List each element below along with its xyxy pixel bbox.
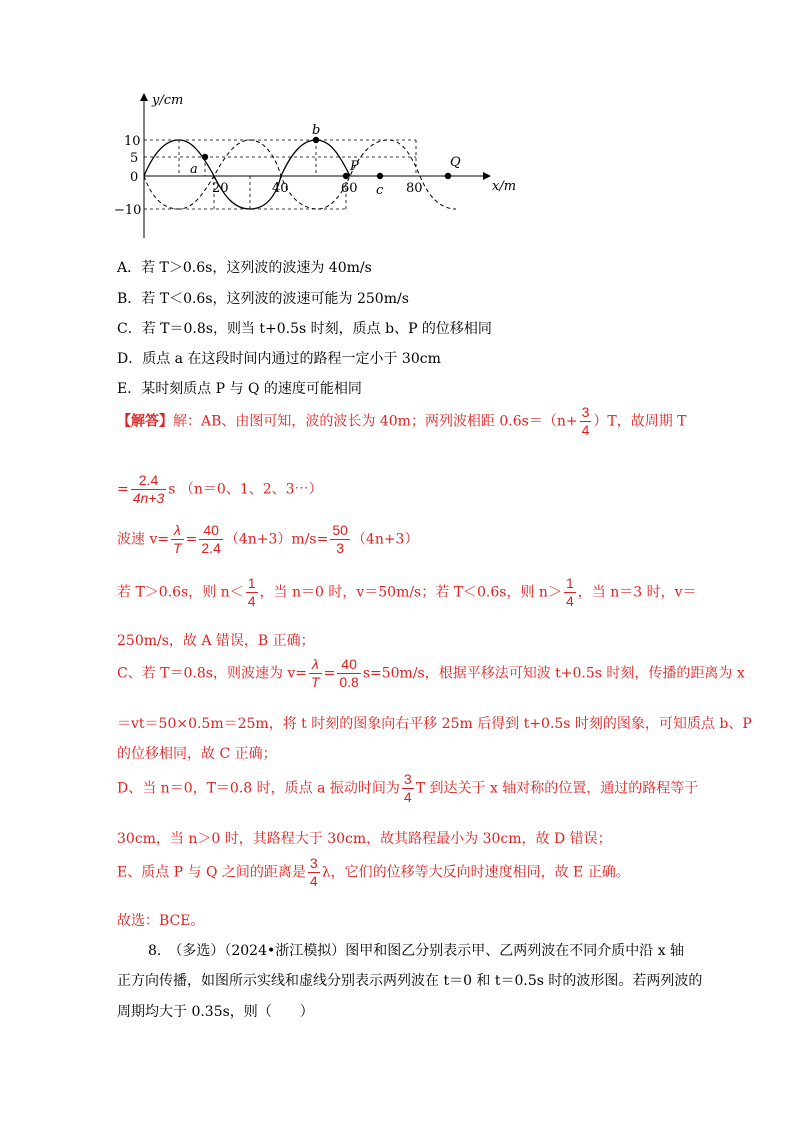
point-a-label: a bbox=[190, 162, 198, 177]
x-axis-label: x/m bbox=[492, 179, 517, 194]
solution-line-7: ＝vt＝50×0.5m＝25m，将 t 时刻的图象向右平移 25m 后得到 t+0.5s 时刻的图象，可知质点 b、P bbox=[117, 716, 752, 732]
guide-lines bbox=[144, 140, 416, 209]
option-a: A．若 T＞0.6s，这列波的波速为 40m/s bbox=[117, 260, 372, 276]
fraction: $\frac{3}{4}$ bbox=[309, 855, 318, 889]
option-c: C．若 T＝0.8s，则当 t+0.5s 时刻，质点 b、P 的位移相同 bbox=[117, 321, 492, 337]
solution-line-6: C、若 T＝0.8s，则波速为 v= $\frac{\lambda}{T}$ = $\frac{40}{0.8}$ s=50m/s，根据平移法可知波 t+0.5s 时刻，传播的距离为 x bbox=[117, 656, 745, 690]
point-Q bbox=[445, 173, 451, 179]
solution-line-2: = $\frac{2.4}{4n+3}$ s （n＝0、1、2、3⋯） bbox=[117, 472, 323, 506]
y-tick: −10 bbox=[114, 203, 142, 218]
question-8-line-3: 周期均大于 0.35s，则（ ） bbox=[117, 1004, 314, 1020]
solution-line-9: D、当 n＝0，T＝0.8 时，质点 a 振动时间为 $\frac{3}{4}$ T 到达关于 x 轴对称的位置，通过的路程等于 bbox=[117, 771, 699, 805]
fraction: $\frac{40}{2.4}$ bbox=[201, 522, 221, 556]
x-tick: 80 bbox=[406, 181, 423, 196]
x-tick: 60 bbox=[341, 181, 358, 196]
option-e: E．某时刻质点 P 与 Q 的速度可能相同 bbox=[117, 381, 362, 397]
y-tick: 5 bbox=[130, 151, 139, 166]
y-tick: 0 bbox=[130, 170, 139, 185]
question-8-line-2: 正方向传播，如图所示实线和虚线分别表示两列波在 t＝0 和 t＝0.5s 时的波形图。若两列波的 bbox=[117, 973, 703, 989]
point-c-label: c bbox=[376, 183, 384, 198]
fraction: $\frac{2.4}{4n+3}$ bbox=[132, 472, 165, 506]
solid-wave bbox=[144, 140, 350, 209]
fraction: $\frac{3}{4}$ bbox=[581, 404, 590, 438]
solution-line-11: E、质点 P 与 Q 之间的距离是 $\frac{3}{4}$ λ，它们的位移等大反向时速度相同，故 E 正确。 bbox=[117, 855, 630, 889]
option-b: B．若 T＜0.6s，这列波的波速可能为 250m/s bbox=[117, 291, 409, 307]
solution-line-1: 【解答】解：AB、由图可知，波的波长为 40m；两列波相距 0.6s＝（n+ $\frac{3}{4}$ ）T，故周期 T bbox=[117, 404, 687, 438]
fraction: $\frac{1}{4}$ bbox=[565, 575, 574, 609]
point-c bbox=[377, 173, 383, 179]
solution-line-10: 30cm，当 n＞0 时，其路程大于 30cm，故其路程最小为 30cm，故 D 错误； bbox=[117, 831, 612, 847]
point-a bbox=[202, 154, 208, 160]
solution-line-3: 波速 v= $\frac{\lambda}{T}$ = $\frac{40}{2.4}$ （4n+3）m/s= $\frac{50}{3}$ （4n+3） bbox=[117, 522, 419, 556]
point-b-label: b bbox=[312, 123, 321, 138]
solution-line-5: 250m/s，故 A 错误，B 正确； bbox=[117, 633, 315, 649]
fraction: $\frac{3}{4}$ bbox=[403, 771, 412, 805]
option-d: D．质点 a 在这段时间内通过的路程一定小于 30cm bbox=[117, 351, 441, 367]
fraction: $\frac{40}{0.8}$ bbox=[339, 656, 359, 690]
y-axis-label: y/cm bbox=[152, 93, 184, 108]
solution-line-8: 的位移相同，故 C 正确； bbox=[117, 746, 277, 762]
solution-tag: 【解答】 bbox=[117, 413, 173, 430]
x-tick: 20 bbox=[212, 181, 229, 196]
point-Q-label: Q bbox=[450, 155, 461, 170]
fraction: $\frac{1}{4}$ bbox=[247, 575, 256, 609]
x-tick: 40 bbox=[272, 181, 289, 196]
wave-figure bbox=[110, 88, 530, 248]
point-P-label: P bbox=[350, 159, 359, 174]
fraction: $\frac{50}{3}$ bbox=[332, 522, 348, 556]
answer: 故选：BCE。 bbox=[117, 913, 205, 929]
point-P bbox=[343, 173, 349, 179]
question-8-line-1: 8. （多选）（2024•浙江模拟）图甲和图乙分别表示甲、乙两列波在不同介质中沿 x 轴 bbox=[148, 943, 685, 959]
fraction: $\frac{\lambda}{T}$ bbox=[173, 522, 182, 556]
fraction: $\frac{\lambda}{T}$ bbox=[311, 656, 320, 690]
solution-line-4: 若 T＞0.6s，则 n＜ $\frac{1}{4}$ ，当 n＝0 时，v＝50m/s；若 T＜0.6s，则 n＞ $\frac{1}{4}$ ，当 n＝3 时，v＝ bbox=[117, 575, 697, 609]
y-tick: 10 bbox=[124, 134, 141, 149]
